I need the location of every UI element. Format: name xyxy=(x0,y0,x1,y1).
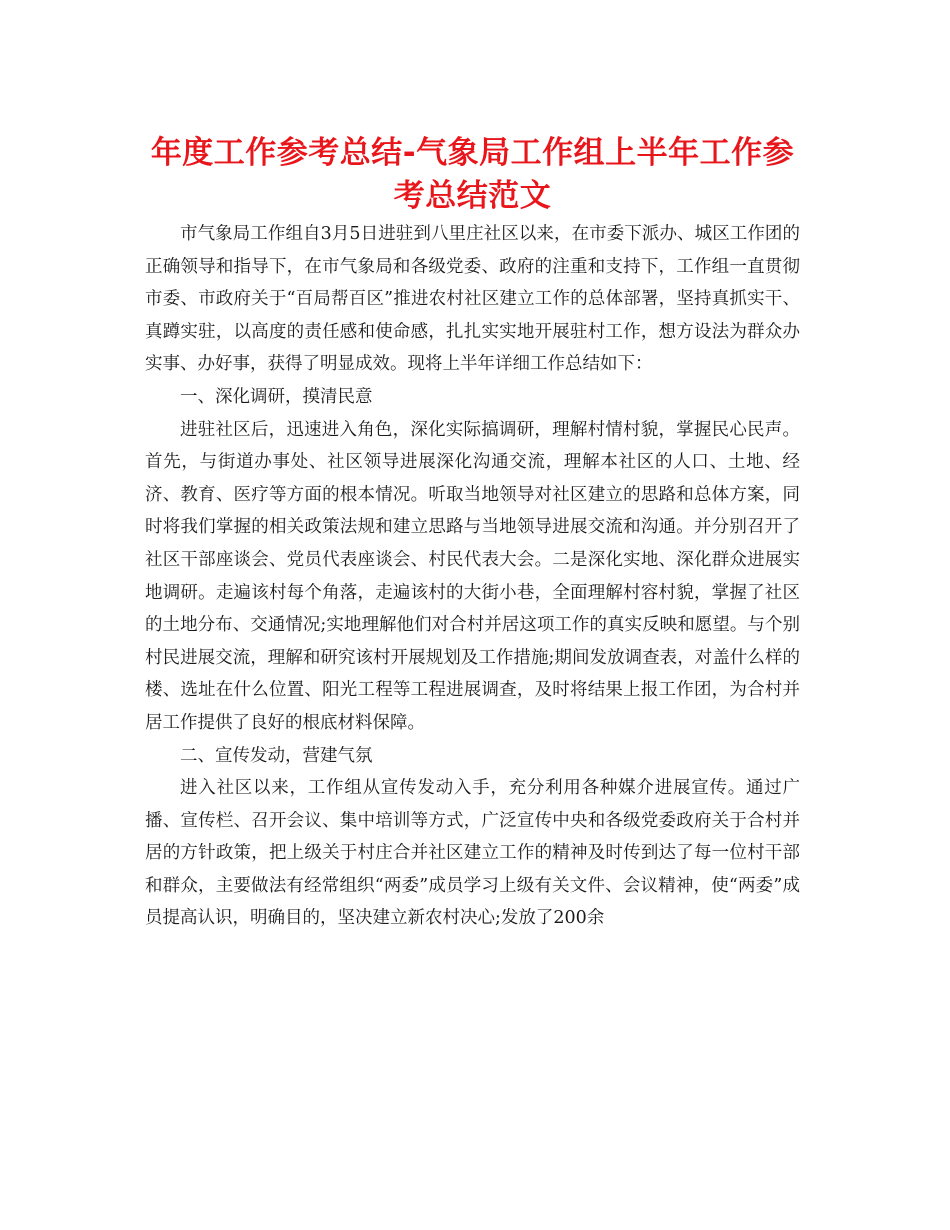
section-2-paragraph: 进入社区以来，工作组从宣传发动入手，充分利用各种媒介进展宣传。通过广播、宣传栏、召开会议、集中培训等方式，广泛宣传中央和各级党委政府关于合村并居的方针政策，把上级关于村庄合并社区建立工作的精神及时传到达了每一位村干部和群众，主要做法有经常组织“两委”成员学习上级有关文件、会议精神，使“两委”成员提高认识，明确目的，坚决建立新农村决心;发放了200余 xyxy=(145,778,800,929)
section-1-paragraph: 进驻社区后，迅速进入角色，深化实际搞调研，理解村情村貌，掌握民心民声。首先，与街道办事处、社区领导进展深化沟通交流，理解本社区的人口、土地、经济、教育、医疗等方面的根本情况。听取当地领导对社区建立的思路和总体方案，同时将我们掌握的相关政策法规和建立思路与当地领导进展交流和沟通。并分别召开了社区干部座谈会、党员代表座谈会、村民代表大会。二是深化实地、深化群众进展实地调研。走遍该村每个角落，走遍该村的大街小巷，全面理解村容村貌，掌握了社区的土地分布、交通情况;实地理解他们对合村并居这项工作的真实反映和愿望。与个别村民进展交流，理解和研究该村开展规划及工作措施;期间发放调查表，对盖什么样的楼、选址在什么位置、阳光工程等工程进展调查，及时将结果上报工作团，为合村并居工作提供了良好的根底材料保障。 xyxy=(145,419,800,733)
intro-paragraph: 市气象局工作组自3月5日进驻到八里庄社区以来，在市委下派办、城区工作团的正确领导和指导下，在市气象局和各级党委、政府的注重和支持下，工作组一直贯彻市委、市政府关于“百局帮百区”推进农村社区建立工作的总体部署，坚持真抓实干、真蹲实驻，以高度的责任感和使命感，扎扎实实地开展驻村工作，想方设法为群众办实事、办好事，获得了明显成效。现将上半年详细工作总结如下： xyxy=(145,224,800,375)
document-title xyxy=(145,132,800,218)
document-title-line-2: 考总结范文 xyxy=(393,178,552,214)
section-heading-2: 二、宣传发动，营建气氛 xyxy=(180,745,373,766)
document-title-line-1: 年度工作参考总结-气象局工作组上半年工作参 xyxy=(150,135,795,171)
section-heading-1: 一、深化调研，摸清民意 xyxy=(180,386,373,407)
document-body xyxy=(145,218,800,935)
